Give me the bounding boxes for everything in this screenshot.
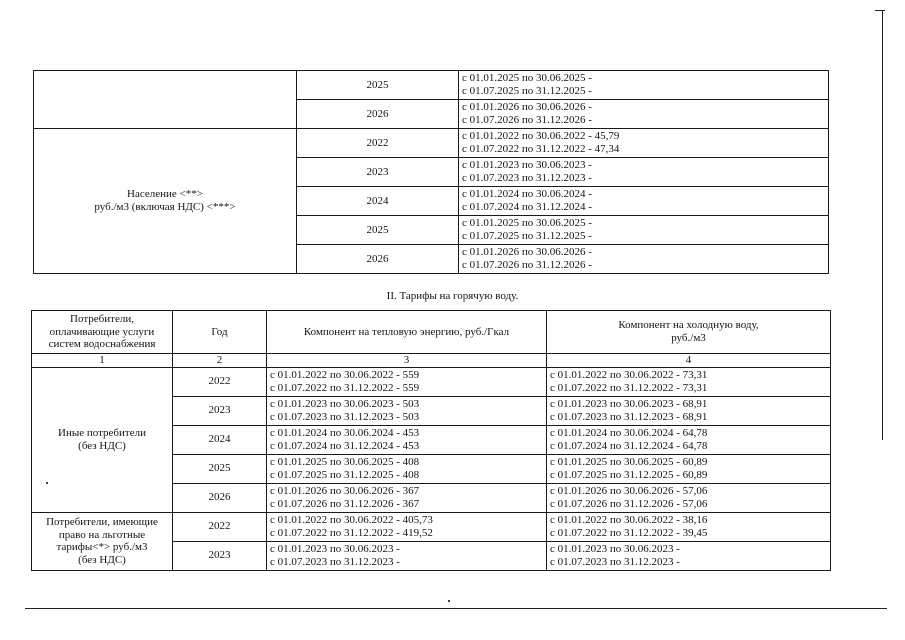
tariff-line: с 01.07.2022 по 31.12.2022 - 559 xyxy=(270,381,420,394)
year-cell: 2026 xyxy=(173,483,267,512)
consumer-label-line: Население <**> xyxy=(127,188,203,201)
column-number-row xyxy=(32,354,831,368)
heat-tariff-cell xyxy=(267,396,547,425)
tariff-line: с 01.01.2025 по 30.06.2025 - xyxy=(462,217,592,230)
tariff-cell xyxy=(459,129,829,158)
tariff-line: с 01.07.2026 по 31.12.2026 - 57,06 xyxy=(550,497,708,510)
cold-tariff-cell xyxy=(547,541,831,570)
consumer-label-line: Потребители, имеющие xyxy=(46,515,158,528)
consumer-cell-population xyxy=(34,129,297,274)
consumer-cell-preferential xyxy=(32,512,173,570)
year-cell: 2025 xyxy=(297,71,459,100)
tariff-line: с 01.01.2022 по 30.06.2022 - 73,31 xyxy=(550,369,708,381)
consumer-cell-empty xyxy=(34,71,297,129)
tariff-cell xyxy=(459,245,829,274)
column-number: 1 xyxy=(32,354,173,368)
tariff-line: с 01.07.2026 по 31.12.2026 - 367 xyxy=(270,497,420,510)
tariff-line: с 01.01.2022 по 30.06.2022 - 559 xyxy=(270,369,420,381)
heat-tariff-cell xyxy=(267,425,547,454)
year-cell: 2023 xyxy=(173,541,267,570)
tariff-cell xyxy=(459,158,829,187)
cold-tariff-cell xyxy=(547,396,831,425)
cold-tariff-cell xyxy=(547,483,831,512)
heat-tariff-cell xyxy=(267,454,547,483)
tariff-line: с 01.01.2026 по 30.06.2026 - 57,06 xyxy=(550,485,708,497)
consumer-label-line: руб./м3 (включая НДС) <***> xyxy=(94,201,236,213)
tariff-line: с 01.07.2024 по 31.12.2024 - 64,78 xyxy=(550,439,708,452)
tariff-line: с 01.07.2022 по 31.12.2022 - 47,34 xyxy=(462,143,620,155)
tariff-line: с 01.01.2026 по 30.06.2026 - xyxy=(462,101,592,114)
tariff-line: с 01.01.2026 по 30.06.2026 - 367 xyxy=(270,485,420,497)
column-number: 4 xyxy=(547,354,831,368)
tariff-line: с 01.07.2024 по 31.12.2024 - 453 xyxy=(270,439,420,452)
tariff-line: с 01.07.2026 по 31.12.2026 - xyxy=(462,259,592,271)
tariff-line: с 01.01.2023 по 30.06.2023 - xyxy=(270,543,400,555)
header-line: руб./м3 xyxy=(671,332,706,344)
year-cell: 2023 xyxy=(173,396,267,425)
consumer-label-line: (без НДС) xyxy=(78,553,126,566)
heat-tariff-cell xyxy=(267,367,547,396)
tariff-line: с 01.07.2022 по 31.12.2022 - 73,31 xyxy=(550,381,708,394)
tariff-line: с 01.07.2025 по 31.12.2025 - xyxy=(462,230,592,242)
scan-speck xyxy=(448,600,450,602)
table-header-row xyxy=(32,311,831,354)
column-number: 3 xyxy=(267,354,547,368)
tariff-cell xyxy=(459,100,829,129)
tariff-line: с 01.01.2025 по 30.06.2025 - 60,89 xyxy=(550,456,708,468)
tariff-cell xyxy=(459,187,829,216)
table-row xyxy=(32,367,831,396)
header-consumers xyxy=(32,311,173,354)
tariff-line: с 01.07.2025 по 31.12.2025 - xyxy=(462,85,592,97)
table-row xyxy=(34,71,829,100)
hot-water-tariff-table xyxy=(31,310,831,571)
consumer-label-line: Иные потребители xyxy=(58,427,146,439)
heat-tariff-cell xyxy=(267,541,547,570)
year-cell: 2026 xyxy=(297,100,459,129)
year-cell: 2022 xyxy=(173,512,267,541)
tariff-line: с 01.07.2022 по 31.12.2022 - 419,52 xyxy=(270,526,433,539)
heat-tariff-cell xyxy=(267,483,547,512)
tariff-line: с 01.01.2026 по 30.06.2026 - xyxy=(462,246,592,259)
header-heat-component: Компонент на тепловую энергию, руб./Гкал xyxy=(267,311,547,354)
tariff-line: с 01.07.2023 по 31.12.2023 - 68,91 xyxy=(550,410,708,423)
year-cell: 2024 xyxy=(297,187,459,216)
consumer-label-line: (без НДС) xyxy=(78,439,126,452)
year-cell: 2026 xyxy=(297,245,459,274)
column-number: 2 xyxy=(173,354,267,368)
cold-tariff-cell xyxy=(547,512,831,541)
tariff-line: с 01.01.2022 по 30.06.2022 - 405,73 xyxy=(270,514,433,526)
heat-tariff-cell xyxy=(267,512,547,541)
header-line: Компонент на холодную воду, xyxy=(618,319,759,332)
header-line: Потребители, xyxy=(70,313,134,326)
tariff-line: с 01.01.2023 по 30.06.2023 - xyxy=(550,543,680,555)
year-cell: 2023 xyxy=(297,158,459,187)
tariff-cell xyxy=(459,71,829,100)
tariff-line: с 01.07.2025 по 31.12.2025 - 60,89 xyxy=(550,468,708,481)
scan-edge-bottom xyxy=(25,608,887,609)
cold-tariff-cell xyxy=(547,454,831,483)
scan-edge-right xyxy=(882,10,883,440)
tariff-line: с 01.01.2023 по 30.06.2023 - 503 xyxy=(270,398,420,410)
tariff-line: с 01.07.2023 по 31.12.2023 - 503 xyxy=(270,410,420,423)
header-cold-component xyxy=(547,311,831,354)
table-row xyxy=(32,512,831,541)
year-cell: 2024 xyxy=(173,425,267,454)
consumer-cell-other xyxy=(32,367,173,512)
header-year: Год xyxy=(173,311,267,354)
consumer-label-line: право на льготные xyxy=(58,528,146,541)
tariff-line: с 01.07.2024 по 31.12.2024 - xyxy=(462,201,592,213)
consumer-label-line: тарифы<*> руб./м3 xyxy=(56,541,148,554)
header-line: систем водоснабжения xyxy=(48,338,156,351)
tariff-line: с 01.01.2024 по 30.06.2024 - xyxy=(462,188,592,201)
tariff-line: с 01.01.2023 по 30.06.2023 - 68,91 xyxy=(550,398,708,410)
tariff-line: с 01.07.2026 по 31.12.2026 - xyxy=(462,114,592,126)
tariff-line: с 01.07.2025 по 31.12.2025 - 408 xyxy=(270,468,420,481)
tariff-line: с 01.01.2025 по 30.06.2025 - 408 xyxy=(270,456,420,468)
section-title: II. Тарифы на горячую воду. xyxy=(386,290,519,302)
tariff-line: с 01.07.2023 по 31.12.2023 - xyxy=(550,555,680,568)
tariff-line: с 01.07.2023 по 31.12.2023 - xyxy=(270,555,400,568)
year-cell: 2025 xyxy=(297,216,459,245)
tariff-line: с 01.01.2024 по 30.06.2024 - 64,78 xyxy=(550,427,708,439)
tariff-line: с 01.01.2023 по 30.06.2023 - xyxy=(462,159,592,172)
tariff-line: с 01.07.2023 по 31.12.2023 - xyxy=(462,172,592,184)
cold-tariff-cell xyxy=(547,425,831,454)
cold-water-tariff-table-continued xyxy=(33,70,829,274)
cold-tariff-cell xyxy=(547,367,831,396)
tariff-line: с 01.01.2025 по 30.06.2025 - xyxy=(462,72,592,85)
scan-edge-top-tick xyxy=(875,10,885,11)
year-cell: 2022 xyxy=(297,129,459,158)
tariff-line: с 01.01.2022 по 30.06.2022 - 38,16 xyxy=(550,514,708,526)
tariff-line: с 01.01.2022 по 30.06.2022 - 45,79 xyxy=(462,130,620,143)
tariff-cell xyxy=(459,216,829,245)
table-row xyxy=(34,129,829,158)
tariff-line: с 01.07.2022 по 31.12.2022 - 39,45 xyxy=(550,526,708,539)
header-line: оплачивающие услуги xyxy=(49,325,155,338)
year-cell: 2022 xyxy=(173,367,267,396)
tariff-line: с 01.01.2024 по 30.06.2024 - 453 xyxy=(270,427,420,439)
year-cell: 2025 xyxy=(173,454,267,483)
